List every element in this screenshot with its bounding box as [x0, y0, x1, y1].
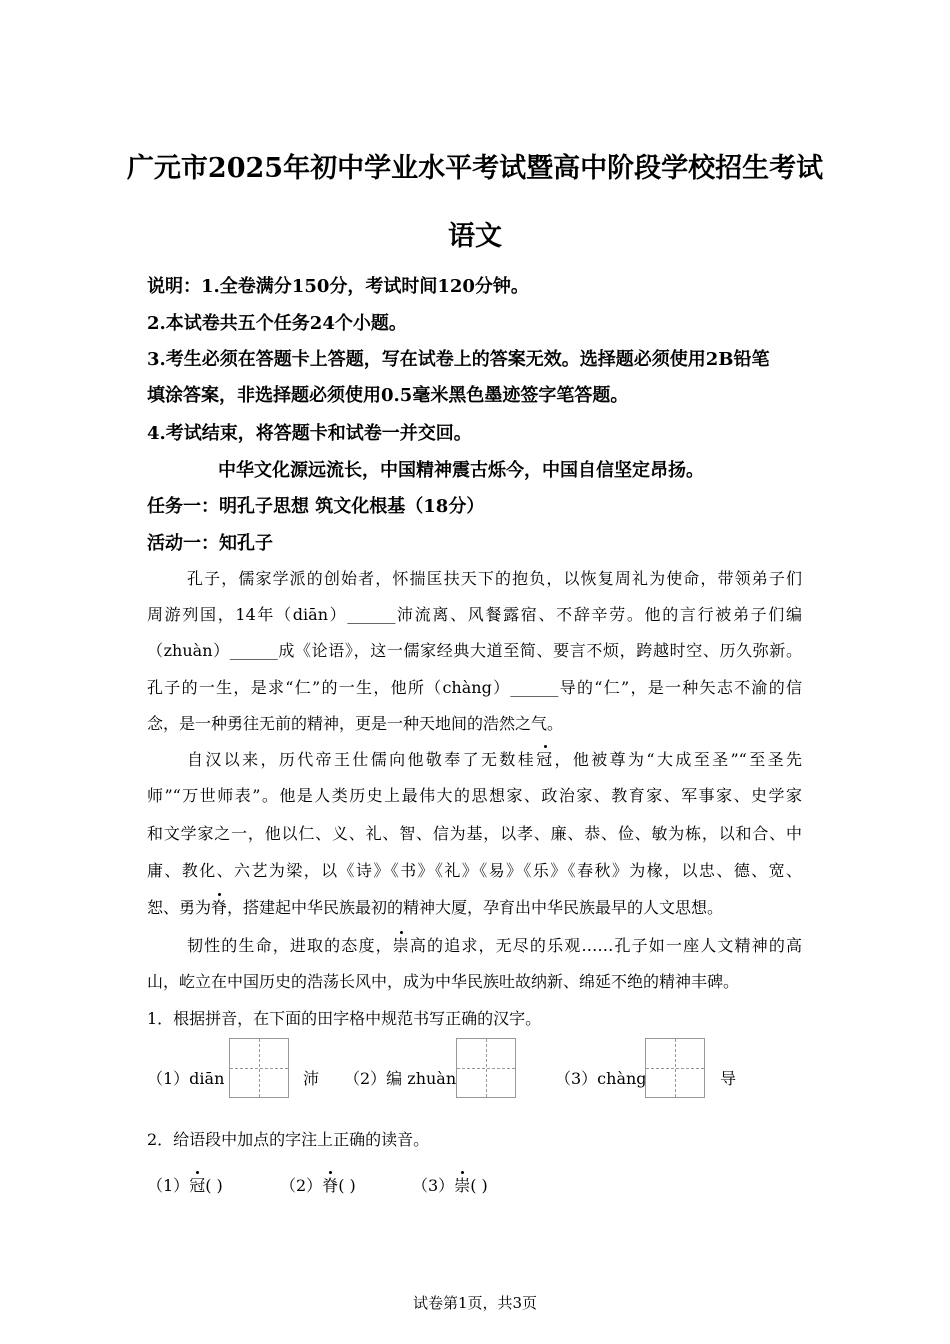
para1-line: （zhuàn）______成《论语》，这一儒家经典大道至简、要言不烦，跨越时空、历久弥新。 [147, 641, 802, 660]
q1-item-3-after: 导 [720, 1069, 737, 1088]
dotted-char: 脊 [322, 1176, 339, 1195]
note-1: 说明：1.全卷满分150分，考试时间120分钟。 [147, 276, 529, 297]
note-3-cont: 填涂答案，非选择题必须使用0.5毫米黑色墨迹签字笔答题。 [147, 385, 629, 406]
dotted-char: 冠 [189, 1176, 206, 1195]
note-3: 3.考生必须在答题卡上答题，写在试卷上的答案无效。选择题必须使用2B铅笔 [147, 349, 770, 370]
q1-item-1-label: （1）diān [147, 1069, 225, 1088]
motto: 中华文化源远流长，中国精神震古烁今，中国自信坚定昂扬。 [218, 460, 704, 481]
writing-grid-3[interactable] [645, 1038, 705, 1098]
para1-line: 孔子的一生，是求“仁”的一生，他所（chàng）______导的“仁”，是一种矢志不渝的信 [147, 678, 802, 697]
para3-line: 山，屹立在中国历史的浩荡长风中，成为中华民族吐故纳新、绵延不绝的精神丰碑。 [147, 972, 740, 991]
q1-item-3-label: （3）chàng [555, 1069, 647, 1088]
para2-line: 师”“万世师表”。他是人类历史上最伟大的思想家、政治家、教育家、军事家、史学家 [147, 786, 802, 805]
writing-grid-2[interactable] [456, 1038, 516, 1098]
q2-item-1[interactable]: （1）冠( ) [147, 1176, 223, 1195]
dotted-char: 冠 [536, 750, 555, 769]
dotted-char: 崇 [454, 1176, 471, 1195]
para2-line: 恕、勇为脊，搭建起中华民族最初的精神大厦，孕育出中华民族最早的人文思想。 [147, 898, 724, 917]
para2-line: 庸、教化、六艺为梁，以《诗》《书》《礼》《易》《乐》《春秋》为椽，以忠、德、宽、 [147, 861, 802, 880]
para3-line: 韧性的生命，进取的态度，崇高的追求，无尽的乐观……孔子如一座人文精神的高 [187, 936, 802, 955]
task-heading: 任务一：明孔子思想 筑文化根基（18分） [147, 496, 485, 517]
q1-item-1-after: 沛 [303, 1069, 320, 1088]
para1-line: 周游列国，14年（diān）______沛流离、风餐露宿、不辞辛劳。他的言行被弟子们编 [147, 605, 802, 624]
question-2-prompt: 2．给语段中加点的字注上正确的读音。 [147, 1130, 430, 1149]
para2-line: 自汉以来，历代帝王仕儒向他敬奉了无数桂冠，他被尊为“大成至圣”“至圣先 [187, 750, 802, 769]
q2-item-3[interactable]: （3）崇( ) [412, 1176, 488, 1195]
q1-item-2-label: （2）编 zhuàn [344, 1069, 457, 1088]
dotted-char: 崇 [392, 936, 410, 955]
question-1-prompt: 1．根据拼音，在下面的田字格中规范书写正确的汉字。 [147, 1009, 542, 1028]
writing-grid-1[interactable] [229, 1038, 289, 1098]
para1-line: 孔子，儒家学派的创始者，怀揣匡扶天下的抱负，以恢复周礼为使命，带领弟子们 [187, 569, 802, 588]
q2-item-2[interactable]: （2）脊( ) [280, 1176, 356, 1195]
exam-title: 广元市2025年初中学业水平考试暨高中阶段学校招生考试 [126, 153, 824, 184]
subject-title: 语文 [448, 221, 502, 252]
para2-line: 和文学家之一，他以仁、义、礼、智、信为基，以孝、廉、恭、俭、敏为栋，以和合、中 [147, 824, 802, 843]
note-4: 4.考试结束，将答题卡和试卷一并交回。 [147, 423, 472, 444]
dotted-char: 脊 [211, 898, 228, 917]
para1-line: 念，是一种勇往无前的精神，更是一种天地间的浩然之气。 [147, 714, 564, 733]
activity-heading: 活动一：知孔子 [147, 533, 273, 554]
page-footer: 试卷第1页，共3页 [412, 1294, 538, 1312]
note-2: 2.本试卷共五个任务24个小题。 [147, 313, 407, 334]
